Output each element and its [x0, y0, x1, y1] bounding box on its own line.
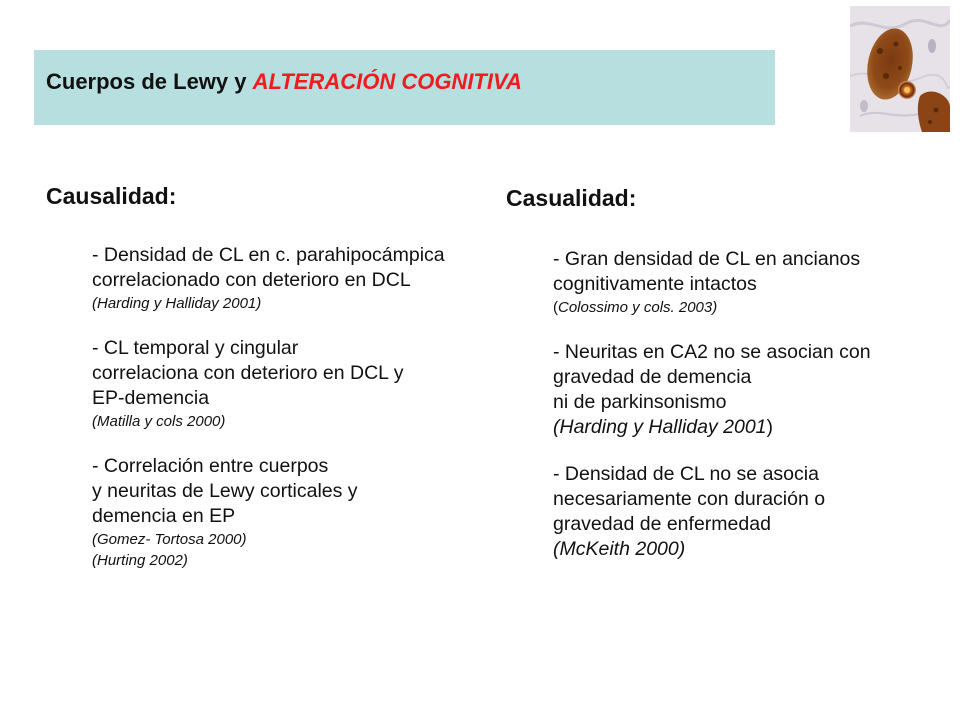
item-text-line: cognitivamente intactos [553, 273, 757, 295]
item-text-line: gravedad de demencia [553, 366, 752, 388]
casualidad-heading: Casualidad: [506, 185, 637, 211]
casualidad-item [553, 462, 950, 562]
causalidad-item [92, 454, 486, 571]
citation: (Hurting 2002) [92, 552, 188, 569]
title-plain-text: Cuerpos de Lewy y [46, 69, 253, 94]
citation: (Gomez- Tortosa 2000) [92, 531, 247, 548]
citation-close-paren: ) [766, 416, 774, 438]
citation [553, 297, 950, 318]
citation [553, 415, 950, 440]
citation: (Matilla y cols 2000) [92, 413, 226, 430]
lewy-body-micrograph-icon [850, 6, 950, 132]
item-text-line: demencia en EP [92, 505, 236, 527]
slide-title [46, 69, 522, 95]
citation: (Harding y Halliday 2001) [92, 295, 262, 312]
item-text-line: correlacionado con deterioro en DCL [92, 269, 411, 291]
citation-text: (Harding y Halliday 2001 [553, 416, 767, 438]
causalidad-column [46, 183, 486, 593]
casualidad-item [553, 247, 950, 318]
causalidad-item [92, 336, 486, 432]
casualidad-item [553, 340, 950, 440]
item-text-line: - CL temporal y cingular [92, 337, 299, 359]
item-text-line: gravedad de enfermedad [553, 513, 771, 535]
citation-text: Colossimo y cols. 2003) [558, 299, 718, 316]
item-text-line: ni de parkinsonismo [553, 391, 727, 413]
item-text-line: - Densidad de CL no se asocia [553, 463, 819, 485]
item-text-line: necesariamente con duración o [553, 488, 826, 510]
item-text-line: EP-demencia [92, 387, 210, 409]
item-text-line: - Neuritas en CA2 no se asocian con [553, 341, 871, 363]
title-banner [34, 50, 775, 125]
item-text-line: - Gran densidad de CL en ancianos [553, 248, 861, 270]
item-text-line: y neuritas de Lewy corticales y [92, 480, 358, 502]
title-accent-text: ALTERACIÓN COGNITIVA [252, 69, 522, 94]
item-text-line: correlaciona con deterioro en DCL y [92, 362, 404, 384]
citation-open-paren: ( [553, 299, 558, 316]
item-text-line: - Densidad de CL en c. parahipocámpica [92, 244, 445, 266]
item-text-line: - Correlación entre cuerpos [92, 455, 329, 477]
causalidad-heading: Causalidad: [46, 183, 177, 209]
casualidad-column [506, 185, 950, 584]
citation: (McKeith 2000) [553, 538, 686, 560]
causalidad-item [92, 243, 486, 314]
